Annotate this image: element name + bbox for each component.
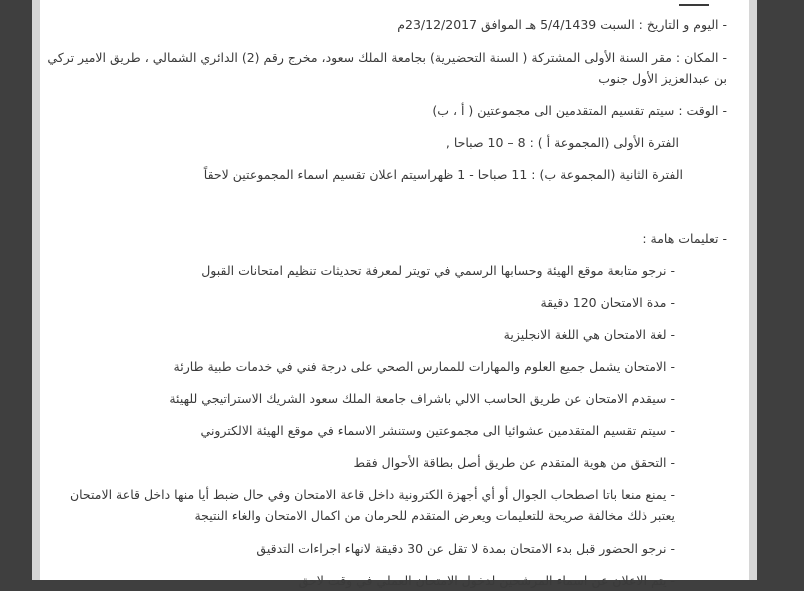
instructions-heading: - تعليمات هامة : [642,231,727,246]
instruction-item: - سيقدم الامتحان عن طريق الحاسب الالي باشراف جامعة الملك سعود الشريك الاستراتيجي للهيئة [169,391,675,406]
instruction-item: - مدة الامتحان 120 دقيقة [540,295,675,310]
instruction-item: - لغة الامتحان هي اللغة الانجليزية [503,327,675,342]
period-two-line: الفترة الثانية (المجموعة ب) : 11 صباحا - 1 ظهراسيتم اعلان تقسيم اسماء المجموعتين لاحقاً [203,167,683,182]
time-line: - الوقت : سيتم تقسيم المتقدمين الى مجموعتين ( أ ، ب) [432,103,727,118]
instruction-item: - يتم الاعلان عن اسماء المرشحين لدخول الامتحان العملي في وقت لاحق [298,573,675,588]
instruction-item: - يمنع منعا باتا اصطحاب الجوال أو أي أجهزة الكترونية داخل قاعة الامتحان وفي حال ضبط أيا منها داخل قاعة الامتحان يعتبر ذلك مخالفة صريحة للتعليمات ويعرض المتقدم للحرمان من اكمال الامتحان والغاء النتيجة [69,487,675,523]
instruction-item: - الامتحان يشمل جميع العلوم والمهارات للممارس الصحي على درجة فني في خدمات طبية طارئة [173,359,675,374]
instruction-item: - نرجو الحضور قبل بدء الامتحان بمدة لا تقل عن 30 دقيقة لانهاء اجراءات التدقيق [256,541,675,556]
cropped-text-fragment [679,0,709,6]
instruction-item: - التحقق من هوية المتقدم عن طريق أصل بطاقة الأحوال فقط [353,455,675,470]
instruction-item: - سيتم تقسيم المتقدمين عشوائيا الى مجموعتين وستنشر الاسماء في موقع الهيئة الالكتروني [200,423,675,438]
place-line: - المكان : مقر السنة الأولى المشتركة ( السنة التحضيرية) بجامعة الملك سعود، مخرج رقم (2) الدائري الشمالي ، طريق الامير تركي بن عبدالعزيز الأول جنوب [47,50,727,86]
instruction-item: - نرجو متابعة موقع الهيئة وحسابها الرسمي في تويتر لمعرفة تحديثات تنظيم امتحانات القبول [201,263,675,278]
period-one-line: الفترة الأولى (المجموعة أ ) : 8 – 10 صباحا , [445,135,679,150]
page-left-edge [32,0,40,580]
page-right-edge [749,0,757,580]
document-page [40,0,749,588]
date-line: - اليوم و التاريخ : السبت 5/4/1439 هـ الموافق 23/12/2017م [397,17,727,32]
